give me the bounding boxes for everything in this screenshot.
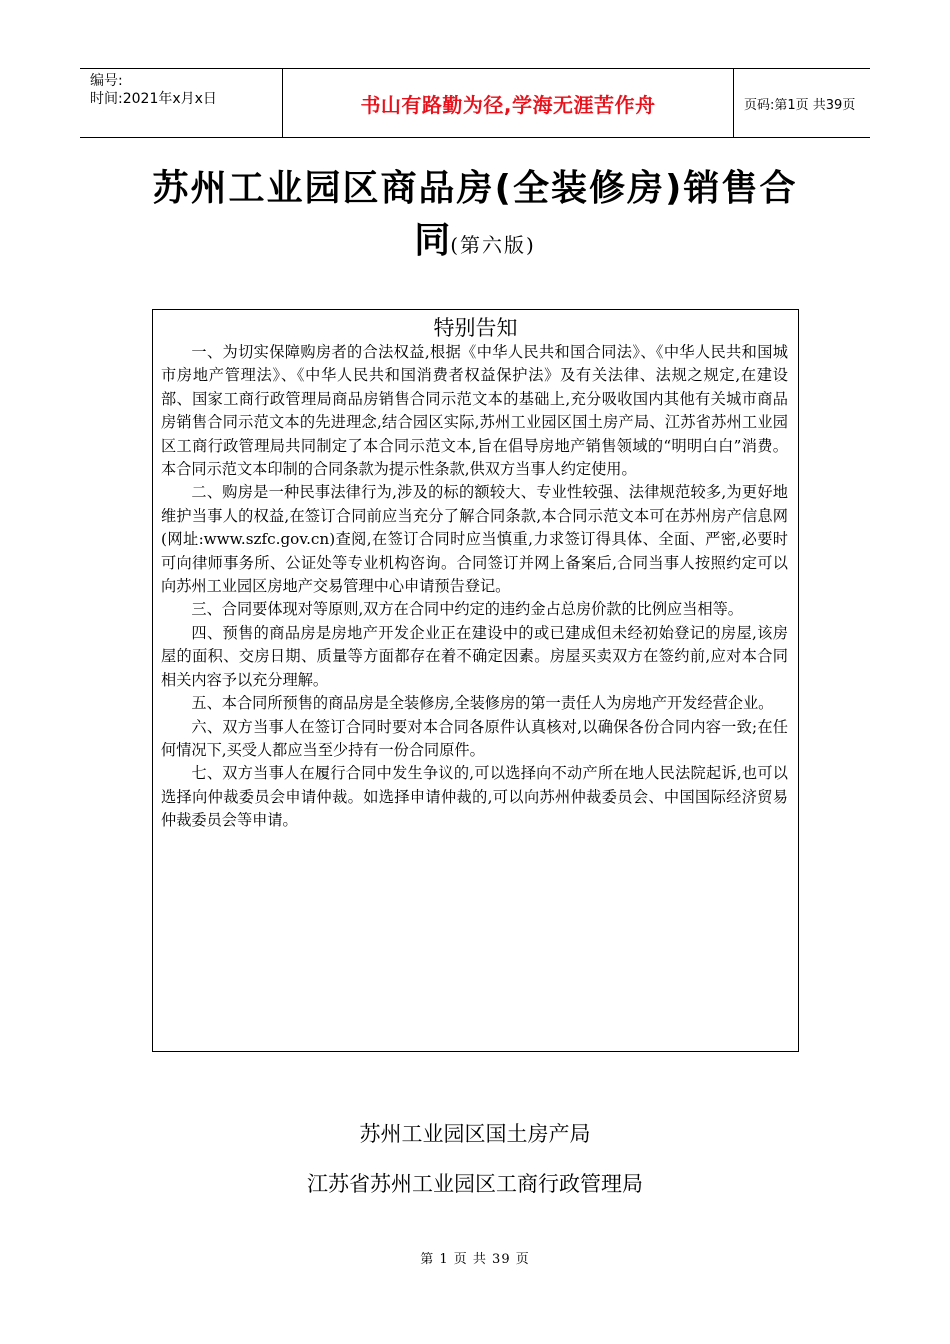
serial-label: 编号: — [90, 73, 123, 89]
issuer-land-bureau: 苏州工业园区国土房产局 — [359, 1122, 591, 1146]
notice-paragraph: 六、双方当事人在签订合同时要对本合同各原件认真核对,以确保各份合同内容一致;在任何情况下,买受人都应当至少持有一份合同原件。 — [161, 717, 788, 759]
notice-paragraph: 七、双方当事人在履行合同中发生争议的,可以选择向不动产所在地人民法院起诉,也可以选择向仲裁委员会申请仲裁。如选择申请仲裁的,可以向苏州仲裁委员会、中国国际经济贸易仲裁委员会等申请。 — [161, 764, 788, 830]
special-notice-heading: 特别告知 — [433, 316, 518, 340]
contract-title-line1: 苏州工业园区商品房(全装修房)销售合 — [152, 168, 798, 209]
notice-paragraph: 二、购房是一种民事法律行为,涉及的标的额较大、专业性较强、法律规范较多,为更好地维护当事人的权益,在签订合同前应当充分了解合同条款,本合同示范文本可在苏州房产信息网(网址:www.szfc.gov.cn)查阅,在签订合同时应当慎重,力求签订得具体、全面、严密,必要时可向律师事务所、公证处等专业机构咨询。合同签订并网上备案后,合同当事人按照约定可以向苏州工业园区房地产交易管理中心申请预告登记。 — [161, 483, 788, 596]
header-motto-cell — [282, 69, 734, 137]
contract-title-tail: 同 — [414, 220, 451, 261]
notice-paragraph: 三、合同要体现对等原则,双方在合同中约定的违约金占总房价款的比例应当相等。 — [191, 600, 743, 619]
special-notice-box — [152, 309, 799, 1052]
notice-paragraph: 四、预售的商品房是房地产开发企业正在建设中的或已建成但未经初始登记的房屋,该房屋的面积、交房日期、质量等方面都存在着不确定因素。房屋买卖双方在签约前,应对本合同相关内容予以充分理解。 — [161, 623, 788, 689]
motto-text: 书山有路勤为径,学海无涯苦作舟 — [360, 92, 656, 117]
document-header — [80, 68, 870, 138]
header-meta — [80, 69, 282, 137]
contract-edition: (第六版) — [450, 233, 536, 257]
issuer-commerce-bureau: 江苏省苏州工业园区工商行政管理局 — [307, 1172, 643, 1196]
page-footer: 第 1 页 共 39 页 — [420, 1252, 530, 1267]
notice-paragraph: 五、本合同所预售的商品房是全装修房,全装修房的第一责任人为房地产开发经营企业。 — [191, 694, 774, 713]
notice-paragraph: 一、为切实保障购房者的合法权益,根据《中华人民共和国合同法》、《中华人民共和国城市房地产管理法》、《中华人民共和国消费者权益保护法》及有关法律、法规之规定,在建设部、国家工商行政管理局商品房销售合同示范文本的基础上,充分吸收国内其他有关城市商品房销售合同示范文本的先进理念,结合园区实际,苏州工业园区国土房产局、江苏省苏州工业园区工商行政管理局共同制定了本合同示范文本,旨在倡导房地产销售领域的“明明白白”消费。本合同示范文本印制的合同条款为提示性条款,供双方当事人约定使用。 — [161, 343, 788, 479]
header-page-info: 页码:第1页 共39页 — [744, 97, 856, 113]
time-label: 时间:2021年x月x日 — [90, 91, 217, 107]
special-notice-body — [153, 341, 798, 833]
contract-title-line2 — [0, 212, 950, 263]
